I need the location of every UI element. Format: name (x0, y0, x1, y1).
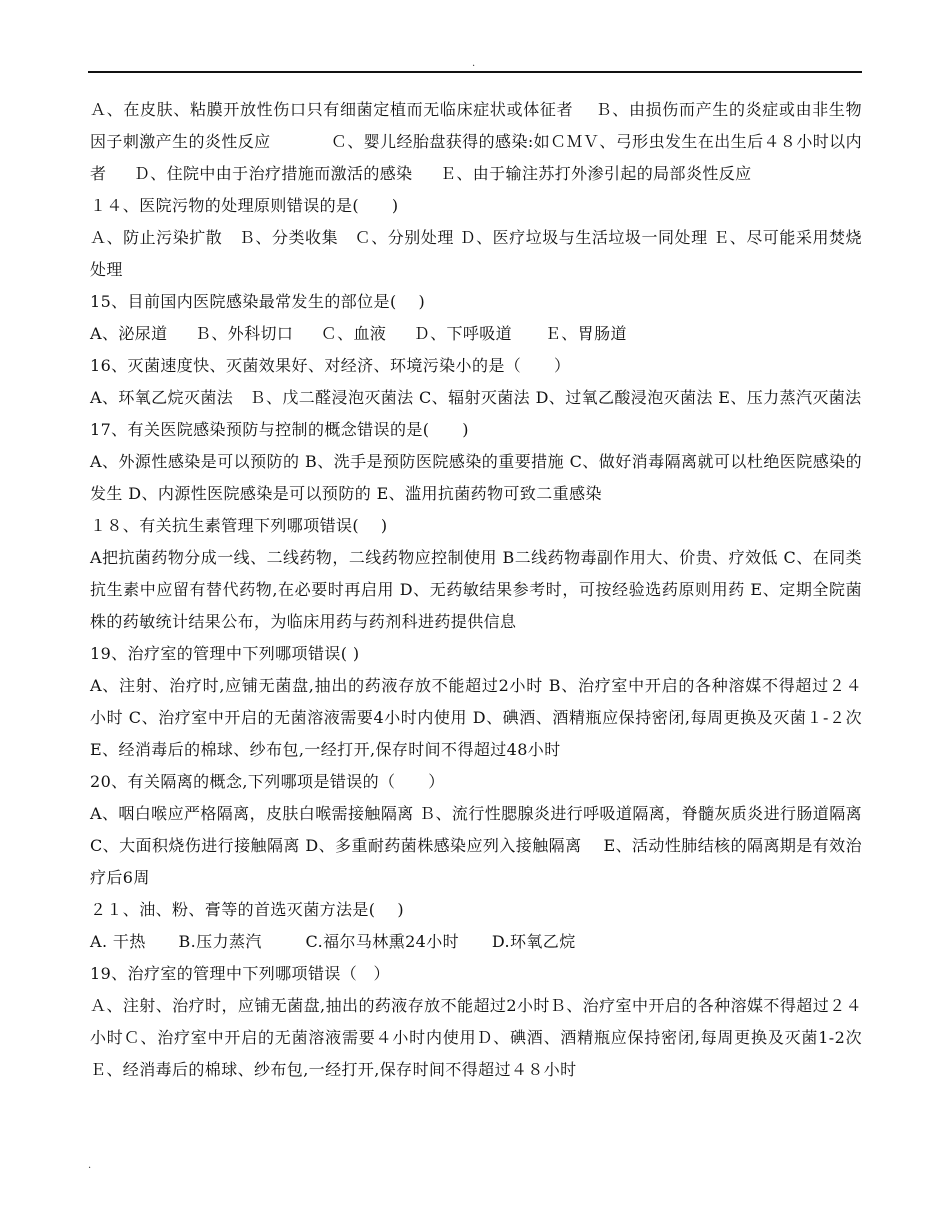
question-14: １４、医院污物的处理原则错误的是( ) (90, 196, 399, 215)
question-21: ２１、油、粉、膏等的首选灭菌方法是( ) (90, 900, 404, 919)
document-body (90, 94, 862, 1086)
answer-options-13: Ａ、在皮肤、粘膜开放性伤口只有细菌定植而无临床症状或体征者 Ｂ、由损伤而产生的炎症或由非生物因子刺激产生的炎性反应 Ｃ、婴儿经胎盘获得的感染:如ＣＭＶ、弓形虫发生在出生后４８小时以内者 Ｄ、住院中由于治疗措施而激活的感染 Ｅ、由于输注苏打外渗引起的局部炎性反应 (90, 100, 862, 183)
question-16: 16、灭菌速度快、灭菌效果好、对经济、环境污染小的是（ ） (90, 356, 571, 375)
question-19-repeat: 19、治疗室的管理中下列哪项错误（ ） (90, 964, 390, 983)
question-20: 20、有关隔离的概念,下列哪项是错误的（ ） (90, 772, 445, 791)
header-mark: . (472, 58, 476, 69)
answer-options-16: A、环氧乙烷灭菌法 Ｂ、戊二醛浸泡灭菌法 C、辐射灭菌法 D、过氧乙酸浸泡灭菌法 E、压力蒸汽灭菌法 (90, 388, 862, 407)
answer-options-17: A、外源性感染是可以预防的 B、洗手是预防医院感染的重要措施 C、做好消毒隔离就可以杜绝医院感染的发生 D、内源性医院感染是可以预防的 E、滥用抗菌药物可致二重感染 (90, 452, 862, 503)
question-15: 15、目前国内医院感染最常发生的部位是( ) (90, 292, 426, 311)
question-18: １８、有关抗生素管理下列哪项错误( ) (90, 516, 388, 535)
question-19: 19、治疗室的管理中下列哪项错误( ) (90, 644, 360, 663)
answer-options-19: A、注射、治疗时,应铺无菌盘,抽出的药液存放不能超过2小时 B、治疗室中开启的各种溶媒不得超过２４小时 C、治疗室中开启的无菌溶液需要4小时内使用 D、碘酒、酒精瓶应保持密闭,每周更换及灭菌１-２次 E、经消毒后的棉球、纱布包,一经打开,保存时间不得超过48小时 (90, 676, 862, 759)
answer-options-15: A、泌尿道 Ｂ、外科切口 Ｃ、血液 Ｄ、下呼吸道 Ｅ、胃肠道 (90, 324, 627, 343)
header-rule (88, 71, 862, 73)
question-17: 17、有关医院感染预防与控制的概念错误的是( ) (90, 420, 469, 439)
answer-options-14: Ａ、防止污染扩散 Ｂ、分类收集 Ｃ、分别处理 Ｄ、医疗垃圾与生活垃圾一同处理 Ｅ、尽可能采用焚烧处理 (90, 228, 862, 279)
footer-mark: . (88, 1160, 92, 1171)
answer-options-19-repeat: Ａ、注射、治疗时，应铺无菌盘,抽出的药液存放不能超过2小时Ｂ、治疗室中开启的各种溶媒不得超过２４小时Ｃ、治疗室中开启的无菌溶液需要４小时内使用Ｄ、碘酒、酒精瓶应保持密闭,每周更换及灭菌1-2次Ｅ、经消毒后的棉球、纱布包,一经打开,保存时间不得超过４８小时 (90, 996, 862, 1079)
answer-options-20: A、咽白喉应严格隔离，皮肤白喉需接触隔离 Ｂ、流行性腮腺炎进行呼吸道隔离，脊髓灰质炎进行肠道隔离 C、大面积烧伤进行接触隔离 D、多重耐药菌株感染应列入接触隔离 E、活动性肺结核的隔离期是有效治疗后6周 (90, 804, 862, 887)
answer-options-21: A. 干热 B.压力蒸汽 C.福尔马林熏24小时 D.环氧乙烷 (90, 932, 576, 951)
answer-options-18: A把抗菌药物分成一线、二线药物，二线药物应控制使用 B二线药物毒副作用大、价贵、疗效低 C、在同类抗生素中应留有替代药物,在必要时再启用 D、无药敏结果参考时，可按经验选药原则用药 E、定期全院菌株的药敏统计结果公布，为临床用药与药剂科进药提供信息 (90, 548, 862, 631)
